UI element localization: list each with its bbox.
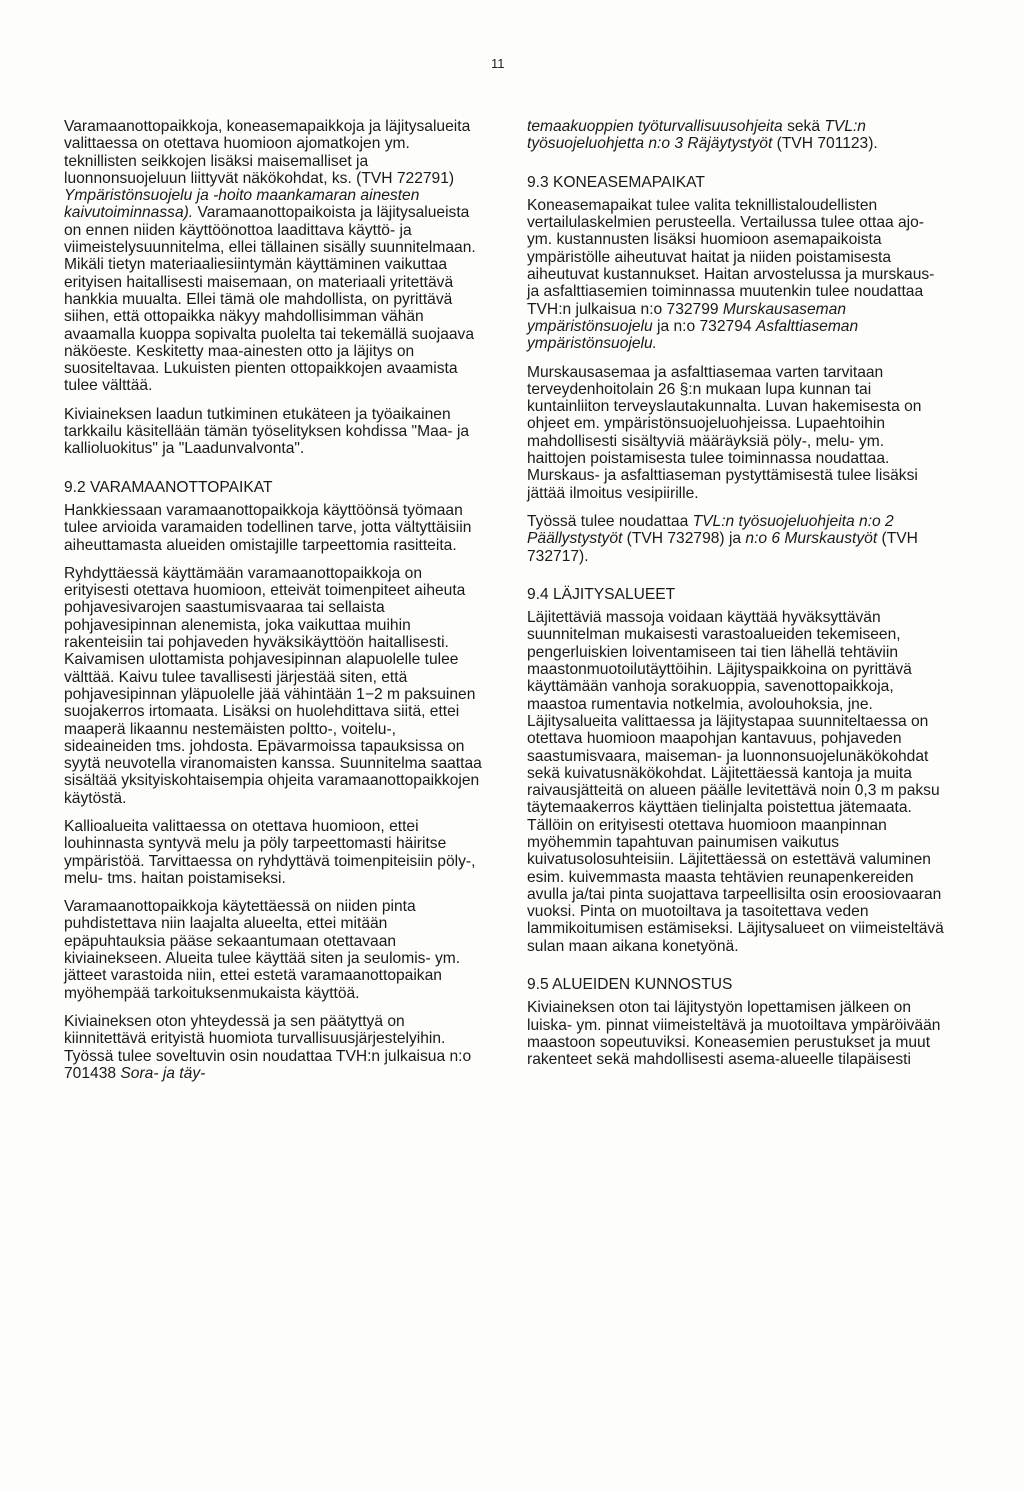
paragraph: Koneasemapaikat tulee valita teknillistaloudellisten vertailulaskelmien perusteella. Vertailussa tulee ottaa ajo- ym. kustannusten lisäksi huomioon asemapaikoista ympäristölle aiheutuvat haitat ja niiden poistamisesta aiheutuvat kustannukset. Haitan arvostelussa ja murskaus- ja asfalttiasemien toiminnassa muutenkin tulee noudattaa TVH:n julkaisua n:o 732799 Murskausaseman ympäristönsuojelu ja n:o 732794 Asfalttiaseman ympäristönsuojelu. <box>527 196 935 353</box>
right-column <box>527 118 945 1080</box>
paragraph: Kiviaineksen oton yhteydessä ja sen päätyttyä on kiinnitettävä erityistä huomiota turvallisuusjärjestelyihin. Työssä tulee soveltuvin osin noudattaa TVH:n julkaisua n:o 701438 Sora- ja täy- <box>64 1012 472 1082</box>
paragraph: temaakuoppien työturvallisuusohjeita sekä TVL:n työsuojeluohjetta n:o 3 Räjäytystyöt (TVH 701123). <box>527 118 878 153</box>
left-column <box>64 118 484 1093</box>
section-heading-9-4: 9.4 LÄJITYSALUEET <box>527 585 676 603</box>
section-heading-9-3: 9.3 KONEASEMAPAIKAT <box>527 173 705 191</box>
page-number: 11 <box>491 56 505 71</box>
paragraph: Työssä tulee noudattaa TVL:n työsuojeluohjeita n:o 2 Päällystystyöt (TVH 732798) ja n:o 6 Murskaustyöt (TVH 732717). <box>527 512 918 565</box>
paragraph: Kiviaineksen laadun tutkiminen etukäteen ja työaikainen tarkkailu käsitellään tämän työselityksen kohdissa "Maa- ja kallioluokitus" ja "Laadunvalvonta". <box>64 405 470 458</box>
section-heading-9-5: 9.5 ALUEIDEN KUNNOSTUS <box>527 976 733 994</box>
paragraph: Läjitettäviä massoja voidaan käyttää hyväksyttävän suunnitelman mukaisesti varastoalueiden tekemiseen, pengerluiskien loiventamiseen tai tien lähellä tehtäviin maastonmuotoilutäyttöihin. Läjityspaikkoina on pyrittävä käyttämään vanhoja sorakuoppia, savenottopaikkoja, maastoa rumentavia notkelmia, avolouhoksia, jne. Läjitysalueita valittaessa ja läjitystapaa suunniteltaessa on otettava huomioon maapohjan kantavuus, pohjaveden saastumisvaara, maiseman- ja luonnonsuojelunäkökohdat sekä kuivatusnäkökohdat. Läjitettäessä kantoja ja muita raivausjätteitä on alueen päälle levitettävä noin 0,3 m paksu täytemaakerros käyttäen tielinjalta poistettua jätemaata. Tällöin on erityisesti otettava huomioon maanpinnan myöhemmin tapahtuvan painumisen vaikutus kuivatusolosuhteisiin. Läjitettäessä on estettävä valuminen esim. kuivemmasta maasta tehtävien reunapenkereiden avulla ja/tai pinta suojattava tarpeellisilta osin eroosiovaaran vuoksi. Pinta on muotoiltava ja tasoitettava veden lammikoitumisen estämiseksi. Läjitysalueet on viimeisteltävä sulan maan aikana konetyönä. <box>527 609 944 955</box>
paragraph: Ryhdyttäessä käyttämään varamaanottopaikkoja on erityisesti otettava huomioon, etteivät toimenpiteet aiheuta pohjavesivarojen saastumisvaaraa tai sellaista pohjavesipinnan alenemista, joka vaikuttaa muihin rakenteisiin tai pohjaveden hyväksikäyttöön haitallisesti. Kaivamisen ulottamista pohjavesipinnan alapuolelle tulee välttää. Kaivu tulee tavallisesti järjestää siten, että pohjavesipinnan yläpuolelle jää vähintään 1−2 m paksuinen suojakerros irtomaata. Lisäksi on huolehdittava siitä, ettei maaperä likaannu nestemäisten poltto-, voitelu-, sideaineiden tms. johdosta. Epävarmoissa tapauksissa on syytä neuvotella viranomaisten kanssa. Suunnitelma saattaa sisältää yksityiskohtaisempia ohjeita varamaanottopaikkojen käytöstä. <box>64 564 482 807</box>
paragraph: Varamaanottopaikkoja, koneasemapaikkoja ja läjitysalueita valittaessa on otettava huomioon ajomatkojen ym. teknillisten seikkojen lisäksi maisemalliset ja luonnonsuojeluun liittyvät näkökohdat, ks. (TVH 722791) Ympäristönsuojelu ja -hoito maankamaran ainesten kaivutoiminnassa). Varamaanottopaikoista ja läjitysalueista on ennen niiden käyttöönottoa laadittava käyttö- ja viimeistelysuunnitelma, ellei tällainen sisälly suunnitelmaan. Mikäli tietyn materiaaliesiintymän käyttäminen vaikuttaa erityisen haitallisesti maisemaan, on materiaali yritettävä hankkia muualta. Ellei tämä ole mahdollista, on pyrittävä siihen, että ottopaikka näkyy mahdollisimman vähän avaamalla kuoppa sopivalta puolelta tai tekemällä suojaava näköeste. Keskitetty maa-ainesten otto ja läjitys on suositeltavaa. Lukuisten pienten ottopaikkojen avaamista tulee välttää. <box>64 118 476 395</box>
paragraph: Kallioalueita valittaessa on otettava huomioon, ettei louhinnasta syntyvä melu ja pöly tarpeettomasti häiritse ympäristöä. Tarvittaessa on ryhdyttävä toimenpiteisiin pöly-, melu- tms. haitan poistamiseksi. <box>64 817 476 887</box>
section-heading-9-2: 9.2 VARAMAANOTTOPAIKAT <box>64 478 273 496</box>
paragraph: Hankkiessaan varamaanottopaikkoja käyttöönsä työmaan tulee arvioida varamaiden todellinen tarve, jotta vältyttäisiin aiheuttamasta alueiden omistajille tarpeettomia rasitteita. <box>64 501 472 554</box>
paragraph: Murskausasemaa ja asfalttiasemaa varten tarvitaan terveydenhoitolain 26 §:n mukaan lupa kunnan tai kuntainliiton terveyslautakunnalta. Luvan hakemisesta on ohjeet em. ympäristönsuojeluohjeissa. Lupaehtoihin mahdollisesti sisältyviä määräyksiä pöly-, melu- ym. haittojen poistamisesta tulee toiminnassa noudattaa. Murskaus- ja asfalttiaseman pystyttämisestä tulee lisäksi jättää ilmoitus vesipiirille. <box>527 363 922 502</box>
paragraph: Varamaanottopaikkoja käytettäessä on niiden pinta puhdistettava niin laajalta alueelta, ettei mitään epäpuhtauksia pääse sekaantumaan otettavaan kiviainekseen. Alueita tulee käyttää siten ja seulomis- ym. jätteet varastoida niin, ettei estetä varamaanottopaikan myöhempää tarkoituksenmukaista käyttöä. <box>64 898 461 1002</box>
paragraph: Kiviaineksen oton tai läjitystyön lopettamisen jälkeen on luiska- ym. pinnat viimeisteltävä ja muotoiltava ympäröivään maastoon sopeutuviksi. Koneasemien perustukset ja muut rakenteet sekä mahdollisesti asema-alueelle tilapäisesti <box>527 999 941 1069</box>
